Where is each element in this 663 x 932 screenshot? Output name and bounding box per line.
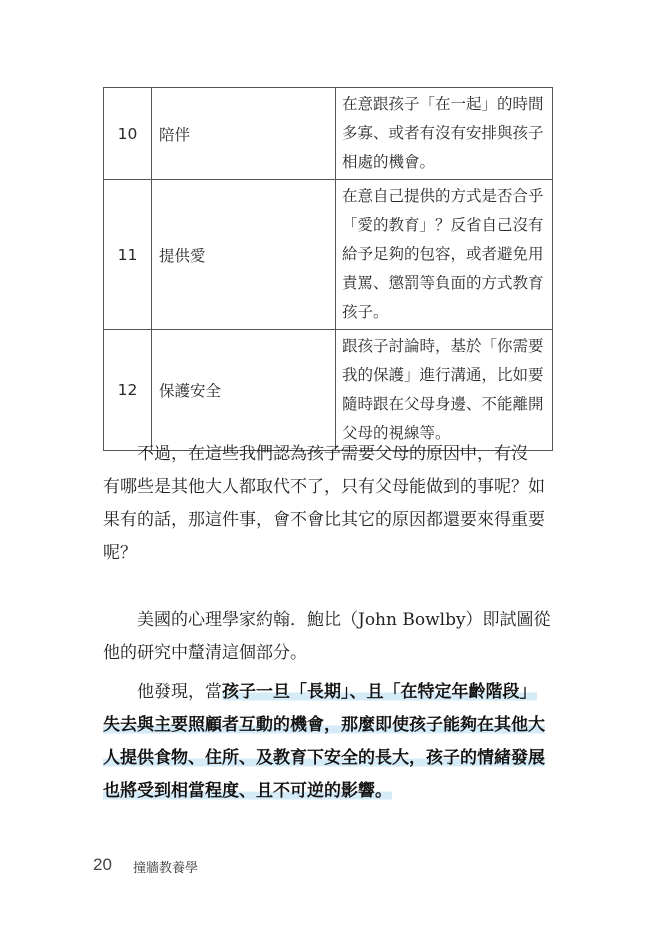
- description-line: 孩子。: [342, 303, 389, 321]
- description-line: 在意自己提供的方式是否合乎: [342, 187, 544, 205]
- description-line: 我的保護」進行溝通，比如要: [342, 366, 544, 384]
- paragraph-line: 有哪些是其他大人都取代不了，只有父母能做到的事呢？如: [103, 477, 545, 497]
- description-line: 相處的機會。: [342, 153, 436, 171]
- description-line: 多寡、或者有沒有安排與孩子: [342, 124, 544, 142]
- description-line: 父母的視線等。: [342, 424, 451, 442]
- table-row: [104, 88, 553, 180]
- description-line: 跟孩子討論時，基於「你需要: [342, 337, 544, 355]
- intro-text: 他發現，當: [103, 682, 222, 702]
- row-number: 10: [104, 88, 152, 180]
- description-line: 責罵、懲罰等負面的方式教育: [342, 274, 544, 292]
- need-description: [336, 330, 553, 451]
- paragraph-question: [103, 438, 558, 570]
- description-line: 給予足夠的包容，或者避免用: [342, 245, 544, 263]
- need-name: 陪伴: [152, 88, 336, 180]
- paragraph-line: 美國的心理學家約翰．鮑比（John Bowlby）即試圖從: [103, 610, 551, 630]
- paragraph-line: [103, 775, 558, 808]
- paragraph-line: 不過，在這些我們認為孩子需要父母的原因中，有沒: [103, 444, 528, 464]
- book-title: 撞牆教養學: [133, 861, 199, 876]
- paragraph-finding: [103, 676, 558, 808]
- table-row: [104, 180, 553, 330]
- description-line: 在意跟孩子「在一起」的時間: [342, 95, 544, 113]
- paragraph-line: [103, 676, 558, 709]
- highlighted-text: 孩子一旦「長期」、且「在特定年齡階段」: [222, 682, 537, 702]
- needs-table: [103, 87, 553, 451]
- table-row: [104, 330, 553, 451]
- highlighted-text: 人提供食物、住所、及教育下安全的長大，孩子的情緒發展: [103, 748, 545, 768]
- highlighted-text: 也將受到相當程度、且不可逆的影響。: [103, 781, 392, 801]
- need-name: 保護安全: [152, 330, 336, 451]
- paragraph-line: 他的研究中釐清這個部分。: [103, 643, 307, 663]
- row-number: 11: [104, 180, 152, 330]
- paragraph-bowlby: [103, 604, 558, 670]
- page-number: 20: [93, 855, 112, 874]
- paragraph-line: [103, 742, 558, 775]
- paragraph-line: 呢？: [103, 543, 137, 563]
- paragraph-line: 果有的話，那這件事，會不會比其它的原因都還要來得重要: [103, 510, 545, 530]
- description-line: 隨時跟在父母身邊、不能離開: [342, 395, 544, 413]
- paragraph-line: [103, 709, 558, 742]
- row-number: 12: [104, 330, 152, 451]
- highlighted-text: 失去與主要照顧者互動的機會，那麼即使孩子能夠在其他大: [103, 715, 545, 735]
- need-description: [336, 88, 553, 180]
- need-description: [336, 180, 553, 330]
- need-name: 提供愛: [152, 180, 336, 330]
- description-line: 「愛的教育」？反省自己沒有: [342, 216, 544, 234]
